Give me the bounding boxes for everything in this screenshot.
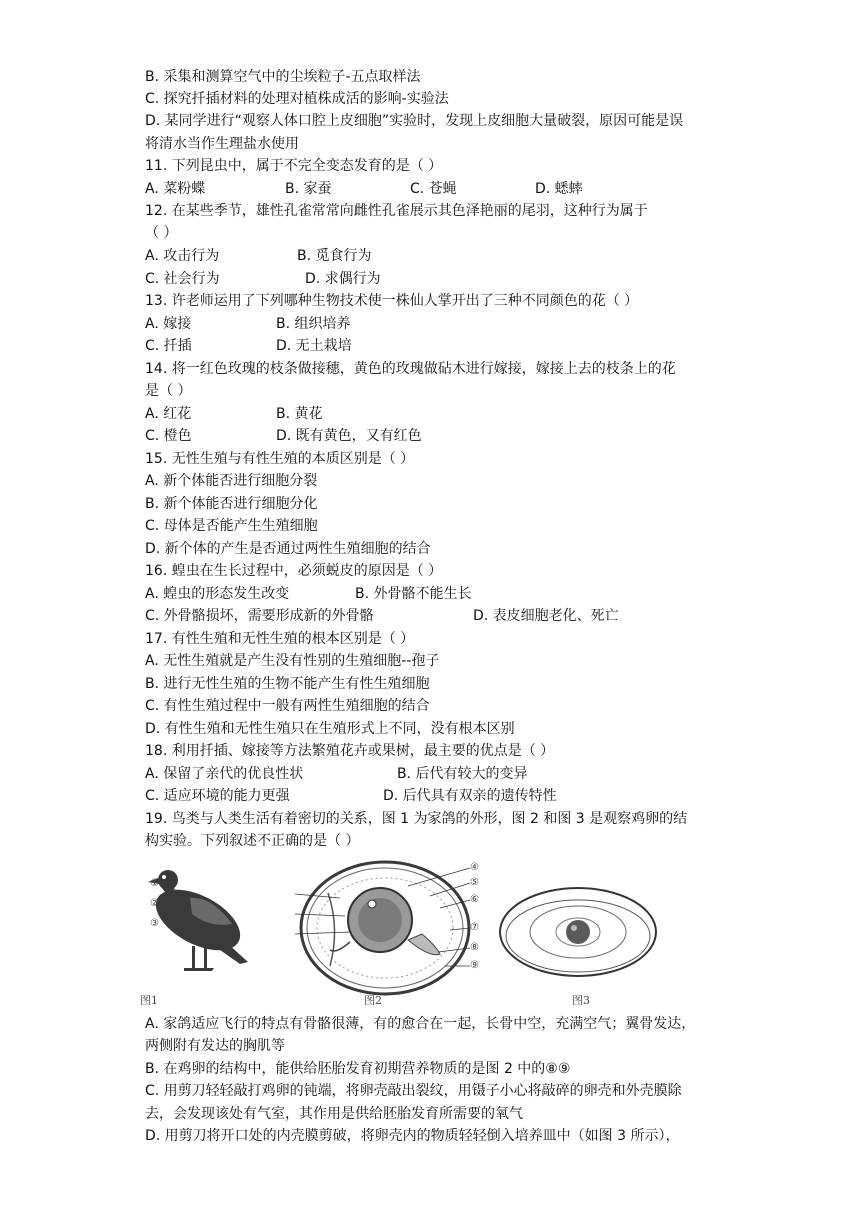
q13-option-d: D. 无土栽培 — [276, 338, 352, 354]
q17-option-d: D. 有性生殖和无性生殖只在生殖形式上不同，没有根本区别 — [145, 721, 515, 737]
question-19-stem-cont: 构实验。下列叙述不正确的是（ ） — [145, 833, 360, 849]
label-1: ① — [150, 878, 159, 889]
q13-option-c: C. 扦插 — [145, 338, 192, 354]
q15-option-d: D. 新个体的产生是否通过两性生殖细胞的结合 — [145, 541, 431, 557]
question-19-stem: 19. 鸟类与人类生活有着密切的关系，图 1 为家鸽的外形，图 2 和图 3 是观察鸡卵的结 — [145, 811, 688, 827]
label-3: ③ — [150, 918, 159, 929]
q19-option-a: A. 家鸽适应飞行的特点有骨骼很薄，有的愈合在一起，长骨中空，充满空气；翼骨发达， — [145, 1016, 696, 1032]
q16-option-a: A. 蝗虫的形态发生改变 — [145, 586, 290, 602]
label-2: ② — [150, 898, 159, 909]
question-12-stem-cont: （ ） — [145, 225, 178, 241]
question-12-stem: 12. 在某些季节，雄性孔雀常常向雌性孔雀展示其色泽艳丽的尾羽，这种行为属于 — [145, 203, 648, 219]
question-14-stem: 14. 将一红色玫瑰的枝条做接穗，黄色的玫瑰做砧木进行嫁接，嫁接上去的枝条上的花 — [145, 361, 676, 377]
q14-option-a: A. 红花 — [145, 406, 192, 422]
q18-option-c: C. 适应环境的能力更强 — [145, 788, 290, 804]
question-15-stem: 15. 无性生殖与有性生殖的本质区别是（ ） — [145, 451, 415, 467]
label-7: ⑦ — [470, 922, 479, 933]
figure-1-caption: 图1 — [140, 994, 158, 1007]
q11-option-a: A. 菜粉蝶 — [145, 181, 206, 197]
q11-option-d: D. 蟋蟀 — [535, 181, 583, 197]
egg-cross-section — [295, 862, 470, 994]
question-17-stem: 17. 有性生殖和无性生殖的根本区别是（ ） — [145, 631, 415, 647]
figure-drawing — [140, 858, 740, 1008]
q12-option-d: D. 求偶行为 — [305, 271, 381, 287]
label-6: ⑥ — [470, 894, 479, 905]
q19-option-c-cont: 去，会发现该处有气室，其作用是供给胚胎发育所需要的氧气 — [145, 1106, 523, 1122]
q13-option-a: A. 嫁接 — [145, 316, 192, 332]
q15-option-a: A. 新个体能否进行细胞分裂 — [145, 473, 318, 489]
q17-option-b: B. 进行无性生殖的生物不能产生有性生殖细胞 — [145, 676, 430, 692]
q19-option-d: D. 用剪刀将开口处的内壳膜剪破，将卵壳内的物质轻轻倒入培养皿中（如图 3 所示）， — [145, 1128, 680, 1144]
label-5: ⑤ — [470, 877, 479, 888]
petri-dish-figure — [500, 888, 656, 976]
text-line: B. 采集和测算空气中的尘埃粒子-五点取样法 — [145, 69, 421, 85]
q13-option-b: B. 组织培养 — [276, 316, 351, 332]
pigeon-figure — [146, 870, 250, 971]
q17-option-c: C. 有性生殖过程中一般有两性生殖细胞的结合 — [145, 698, 430, 714]
label-4: ④ — [470, 862, 479, 873]
q18-option-a: A. 保留了亲代的优良性状 — [145, 766, 304, 782]
q16-option-c: C. 外骨骼损坏，需要形成新的外骨骼 — [145, 608, 374, 624]
text-line: D. 某同学进行“观察人体口腔上皮细胞”实验时，发现上皮细胞大量破裂，原因可能是误 — [145, 113, 684, 129]
figure-2-caption: 图2 — [364, 994, 382, 1007]
q11-option-b: B. 家蚕 — [285, 181, 332, 197]
q15-option-c: C. 母体是否能产生生殖细胞 — [145, 518, 318, 534]
question-14-stem-cont: 是（ ） — [145, 383, 192, 399]
q12-option-c: C. 社会行为 — [145, 271, 220, 287]
q11-option-c: C. 苍蝇 — [410, 181, 457, 197]
q19-option-a-cont: 两侧附有发达的胸肌等 — [145, 1038, 285, 1054]
q14-option-d: D. 既有黄色，又有红色 — [276, 428, 422, 444]
question-13-stem: 13. 许老师运用了下列哪种生物技术使一株仙人掌开出了三种不同颜色的花（ ） — [145, 293, 639, 309]
q18-option-b: B. 后代有较大的变异 — [397, 766, 528, 782]
q16-option-d: D. 表皮细胞老化、死亡 — [473, 608, 619, 624]
q18-option-d: D. 后代具有双亲的遗传特性 — [383, 788, 557, 804]
q19-option-c: C. 用剪刀轻轻敲打鸡卵的钝端，将卵壳敲出裂纹，用镊子小心将敲碎的卵壳和外壳膜除 — [145, 1083, 682, 1099]
text-line: 将清水当作生理盐水使用 — [145, 136, 299, 152]
q14-option-b: B. 黄花 — [276, 406, 323, 422]
q14-option-c: C. 橙色 — [145, 428, 192, 444]
question-11-stem: 11. 下列昆虫中，属于不完全变态发育的是（ ） — [145, 158, 443, 174]
q19-option-b: B. 在鸡卵的结构中，能供给胚胎发育初期营养物质的是图 2 中的⑧⑨ — [145, 1061, 571, 1077]
text-line: C. 探究扦插材料的处理对植株成活的影响-实验法 — [145, 91, 449, 107]
q12-option-b: B. 觅食行为 — [297, 248, 372, 264]
question-18-stem: 18. 利用扦插、嫁接等方法繁殖花卉或果树，最主要的优点是（ ） — [145, 743, 555, 759]
label-8: ⑧ — [470, 942, 479, 953]
egg-structure-figure — [140, 858, 740, 1008]
q15-option-b: B. 新个体能否进行细胞分化 — [145, 496, 318, 512]
question-16-stem: 16. 蝗虫在生长过程中，必须蜕皮的原因是（ ） — [145, 563, 443, 579]
q16-option-b: B. 外骨骼不能生长 — [355, 586, 472, 602]
figure-3-caption: 图3 — [572, 994, 590, 1007]
q12-option-a: A. 攻击行为 — [145, 248, 220, 264]
q17-option-a: A. 无性生殖就是产生没有性别的生殖细胞--孢子 — [145, 653, 440, 669]
label-9: ⑨ — [470, 960, 479, 971]
